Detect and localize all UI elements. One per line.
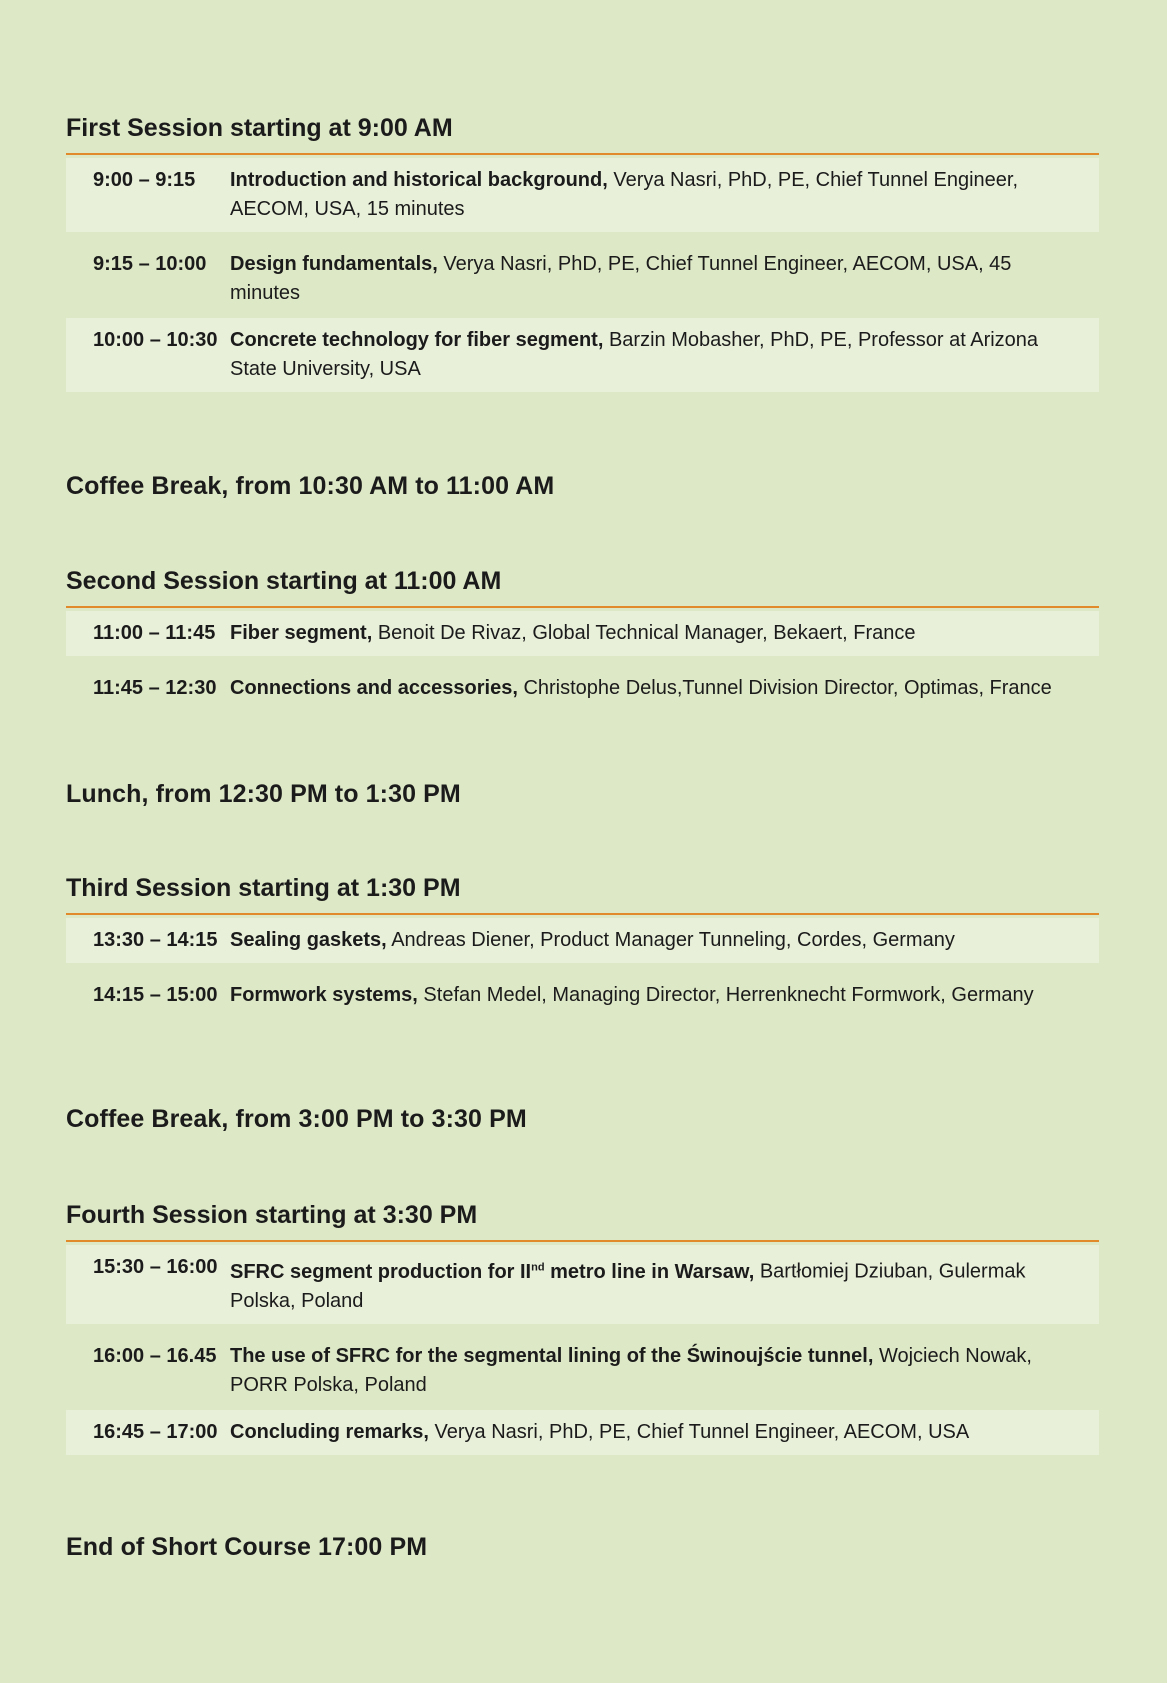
talk-description [230, 1342, 1099, 1400]
time-slot: 13:30 – 14:15 [93, 929, 218, 951]
talk-description [230, 166, 1099, 224]
talk-title: Formwork systems, [230, 984, 418, 1006]
time-slot: 9:00 – 9:15 [93, 169, 196, 191]
session-4 [66, 1200, 1099, 1455]
talk-title: SFRC segment production for IInd metro line in Warsaw, [230, 1260, 755, 1283]
talk-title: Design fundamentals, [230, 253, 438, 275]
schedule-row [66, 918, 1099, 963]
time-slot: 16:45 – 17:00 [93, 1420, 218, 1443]
schedule-row [66, 1410, 1099, 1455]
talk-description [230, 926, 1099, 955]
session-title: Second Session starting at 11:00 AM [66, 566, 1099, 608]
talk-description [230, 326, 1099, 384]
talk-title: Fiber segment, [230, 622, 373, 644]
talk-details: Stefan Medel, Managing Director, Herrenknecht Formwork, Germany [423, 984, 1034, 1006]
talk-description [230, 250, 1099, 308]
schedule-row [66, 158, 1099, 232]
talk-description [230, 981, 1099, 1010]
talk-details: Wojciech Nowak, PORR Polska, Poland [230, 1344, 1032, 1396]
time-slot: 16:00 – 16.45 [93, 1344, 217, 1367]
session-title: Fourth Session starting at 3:30 PM [66, 1200, 1099, 1242]
talk-title: Concluding remarks, [230, 1420, 429, 1443]
session-title: First Session starting at 9:00 AM [66, 113, 1099, 155]
schedule-row [66, 611, 1099, 656]
talk-description [230, 1418, 1099, 1447]
talk-title: The use of SFRC for the segmental lining of the Świnoujście tunnel, [230, 1344, 874, 1367]
session-title: Third Session starting at 1:30 PM [66, 873, 1099, 915]
coffee-break-heading: Coffee Break, from 3:00 PM to 3:30 PM [66, 1105, 527, 1133]
talk-title: Concrete technology for fiber segment, [230, 329, 604, 351]
talk-description [230, 674, 1099, 703]
time-slot: 11:45 – 12:30 [93, 677, 217, 699]
talk-details: Andreas Diener, Product Manager Tunneling, Cordes, Germany [391, 929, 955, 951]
talk-details: Verya Nasri, PhD, PE, Chief Tunnel Engineer, AECOM, USA, 45 minutes [230, 253, 1012, 304]
session-3 [66, 873, 1099, 1018]
schedule-row [66, 973, 1099, 1018]
time-slot: 10:00 – 10:30 [93, 329, 218, 351]
schedule-row [66, 1334, 1099, 1408]
talk-details: Christophe Delus,Tunnel Division Director, Optimas, France [523, 677, 1052, 699]
schedule-row [66, 1245, 1099, 1324]
lunch-heading: Lunch, from 12:30 PM to 1:30 PM [66, 780, 461, 808]
talk-details: Bartłomiej Dziuban, Gulermak Polska, Poland [230, 1260, 1026, 1312]
talk-title: Sealing gaskets, [230, 929, 387, 951]
end-of-course-heading: End of Short Course 17:00 PM [66, 1533, 428, 1561]
coffee-break-heading: Coffee Break, from 10:30 AM to 11:00 AM [66, 472, 555, 500]
time-slot: 15:30 – 16:00 [93, 1256, 218, 1278]
time-slot: 11:00 – 11:45 [93, 622, 216, 644]
talk-description [230, 619, 1099, 648]
session-1 [66, 113, 1099, 392]
talk-details: Verya Nasri, PhD, PE, Chief Tunnel Engineer, AECOM, USA [434, 1420, 970, 1443]
talk-details: Benoit De Rivaz, Global Technical Manager, Bekaert, France [377, 622, 916, 644]
schedule-row [66, 242, 1099, 316]
talk-details: Verya Nasri, PhD, PE, Chief Tunnel Engineer, AECOM, USA, 15 minutes [230, 169, 1019, 220]
schedule-row [66, 666, 1099, 711]
talk-description [230, 1253, 1099, 1316]
time-slot: 9:15 – 10:00 [93, 253, 207, 275]
talk-title: Connections and accessories, [230, 677, 518, 699]
talk-details: Barzin Mobasher, PhD, PE, Professor at Arizona State University, USA [230, 329, 1039, 380]
talk-title: Introduction and historical background, [230, 169, 608, 191]
time-slot: 14:15 – 15:00 [93, 984, 218, 1006]
schedule-row [66, 318, 1099, 392]
session-2 [66, 566, 1099, 711]
